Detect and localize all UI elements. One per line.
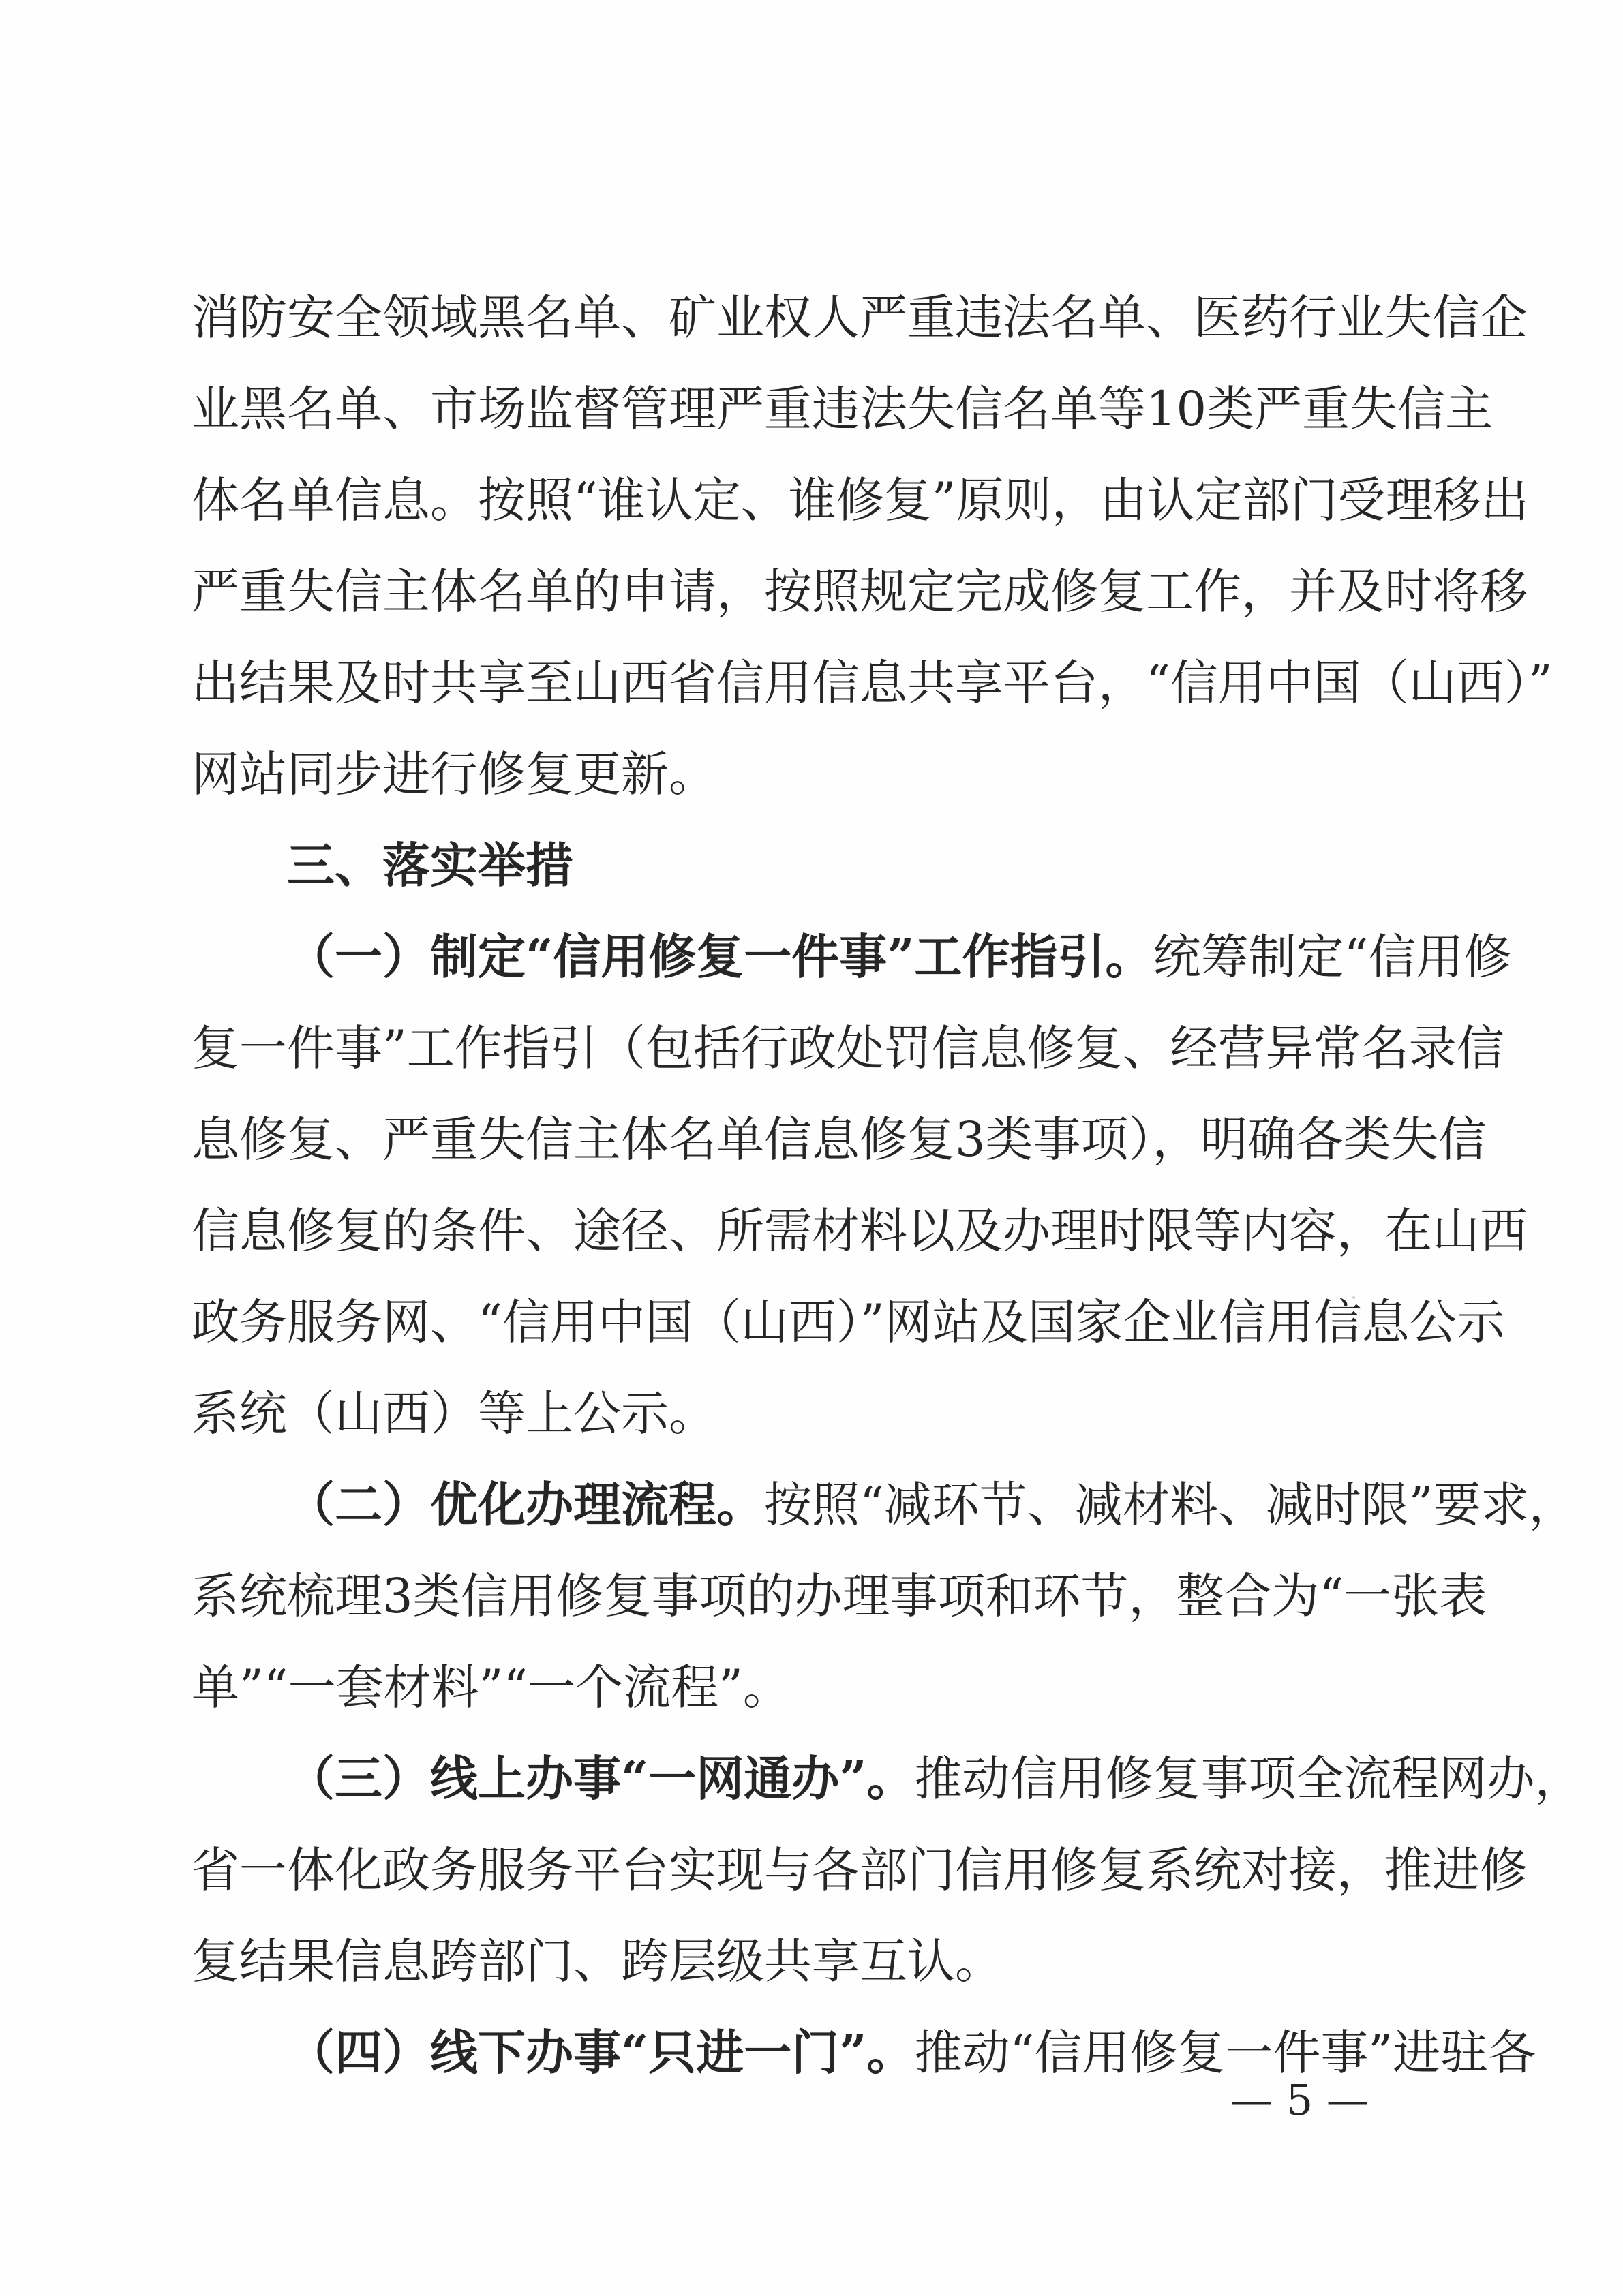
item-first-line [192,1459,1577,1550]
text-line: 出结果及时共享至山西省信用信息共享平台，“信用中国（山西）” [192,655,1553,711]
text-line: 严重失信主体名单的申请，按照规定完成修复工作，并及时将移 [192,564,1528,619]
body-text [192,272,1583,2098]
text-line: 单”“一套材料”“一个流程”。 [192,1659,791,1715]
text-line: 省一体化政务服务平台实现与各部门信用修复系统对接，推进修 [192,1842,1528,1898]
text-line: 信息修复的条件、途径、所需材料以及办理时限等内容，在山西 [192,1203,1528,1259]
text-line: 体名单信息。按照“谁认定、谁修复”原则，由认定部门受理移出 [192,472,1529,528]
text-line: 网站同步进行修复更新。 [192,746,716,802]
text-line: 系统梳理3类信用修复事项的办理事项和环节，整合为“一张表 [192,1568,1487,1624]
text-line: 系统（山西）等上公示。 [192,1386,716,1441]
item-title: （四）线下办事“只进一门”。 [287,2024,915,2081]
item-text: 按照“减环节、减材料、减时限”要求， [764,1477,1577,1533]
page-number: — 5 — [1230,2075,1369,2125]
item-title: （一）制定“信用修复一件事”工作指引。 [287,928,1153,985]
item-text: 统筹制定“信用修 [1153,929,1512,985]
item-text: 推动“信用修复一件事”进驻各 [914,2025,1536,2081]
item-title: （二）优化办理流程。 [287,1476,764,1533]
item-text: 推动信用修复事项全流程网办， [914,1751,1583,1807]
text-line: 复一件事”工作指引（包括行政处罚信息修复、经营异常名录信 [192,1020,1504,1076]
text-line: 政务服务网、“信用中国（山西）”网站及国家企业信用信息公示 [192,1294,1505,1350]
item-first-line [192,1733,1583,1824]
item-title: （三）线上办事“一网通办”。 [287,1750,915,1807]
text-line: 消防安全领域黑名单、矿业权人严重违法名单、医药行业失信企 [192,290,1528,346]
section-heading: 三、落实举措 [287,838,573,893]
text-line: 业黑名单、市场监督管理严重违法失信名单等10类严重失信主 [192,381,1493,437]
item-first-line [192,911,1512,1002]
text-line: 复结果信息跨部门、跨层级共享互认。 [192,1933,1003,1989]
item-first-line [192,2007,1536,2098]
text-line: 息修复、严重失信主体名单信息修复3类事项），明确各类失信 [192,1112,1487,1167]
